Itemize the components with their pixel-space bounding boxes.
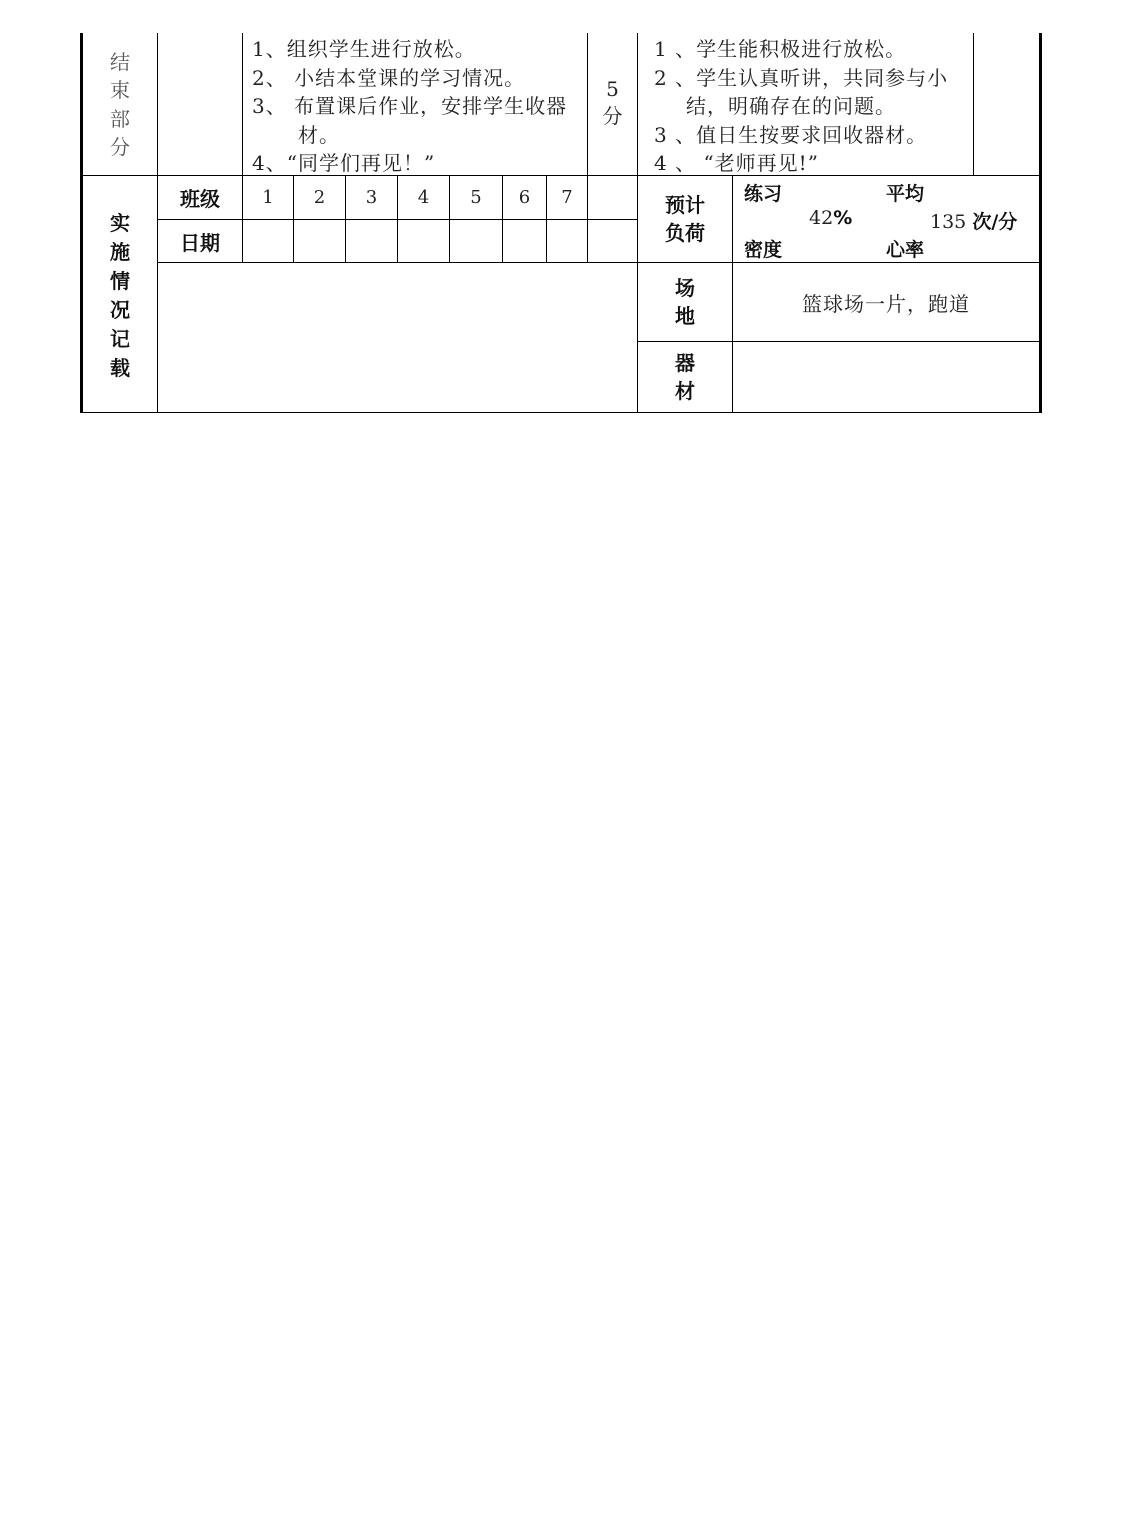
equipment-value [733, 342, 1039, 412]
equipment-label-line: 器 [675, 351, 695, 375]
density-number: 42 [809, 207, 834, 229]
venue-label [638, 263, 732, 341]
table-bottom-border [80, 412, 1042, 413]
time-value: 5 [606, 77, 619, 101]
venue-label-line: 场 [675, 276, 695, 300]
teacher-item: 1、组织学生进行放松。 [252, 37, 476, 61]
load-label [638, 176, 732, 262]
label-char: 施 [110, 239, 130, 264]
equipment-label [638, 342, 732, 412]
col-divider [587, 33, 588, 262]
class-number: 4 [417, 187, 430, 208]
class-number: 2 [313, 187, 326, 208]
col-divider [973, 33, 974, 175]
teacher-item: 4、“同学们再见！” [252, 151, 436, 175]
time-unit: 分 [602, 104, 623, 128]
time-allocation [588, 75, 637, 131]
table-right-border [1039, 33, 1042, 413]
class-label: 班级 [180, 187, 220, 211]
heart-rate-value [930, 207, 1017, 234]
record-notes-area [158, 263, 637, 412]
load-label-line: 预计 [665, 193, 705, 217]
label-char: 部 [110, 106, 130, 131]
label-char: 束 [110, 78, 130, 102]
date-label: 日期 [180, 230, 220, 255]
equipment-label-line: 材 [675, 379, 695, 403]
class-number: 5 [470, 187, 482, 208]
label-char: 实 [110, 210, 130, 235]
label-char: 情 [110, 268, 130, 293]
student-activities [654, 35, 972, 178]
class-number: 1 [262, 187, 274, 208]
implementation-label [83, 208, 157, 383]
label-char: 记 [110, 326, 130, 351]
label-char: 载 [110, 355, 130, 380]
label-char: 分 [110, 135, 130, 159]
venue-label-line: 地 [675, 304, 695, 328]
lesson-plan-table [80, 33, 1042, 413]
density-label-bottom: 密度 [744, 239, 783, 261]
student-item: 3 、值日生按要求回收器材。 [654, 122, 928, 147]
venue-value: 篮球场一片，跑道 [802, 291, 970, 316]
heart-rate-number: 135 [930, 211, 967, 233]
student-item: 结，明确存在的问题。 [686, 94, 896, 118]
teacher-item: 3、 布置课后作业，安排学生收器 [252, 94, 568, 118]
heart-rate-label-bottom: 心率 [886, 239, 925, 261]
heart-rate-unit: 次/分 [972, 211, 1018, 233]
density-label-top: 练习 [744, 183, 783, 205]
density-value [809, 207, 852, 229]
end-section-label [83, 47, 157, 162]
teacher-activities [252, 35, 587, 178]
class-number: 7 [561, 187, 573, 208]
teacher-item: 2、 小结本堂课的学习情况。 [252, 65, 526, 90]
heart-rate-label-top: 平均 [886, 183, 925, 205]
teacher-item: 材。 [298, 122, 340, 147]
student-item: 4 、 “老师再见!” [654, 151, 819, 175]
label-char: 结 [110, 49, 130, 74]
label-char: 况 [110, 297, 130, 322]
student-item: 2 、学生认真听讲，共同参与小 [654, 65, 949, 90]
class-number: 3 [365, 187, 378, 208]
load-label-line: 负荷 [665, 221, 705, 245]
col-divider [242, 33, 243, 262]
density-unit: % [833, 207, 853, 229]
student-item: 1 、学生能积极进行放松。 [654, 37, 907, 61]
class-number: 6 [518, 187, 531, 208]
